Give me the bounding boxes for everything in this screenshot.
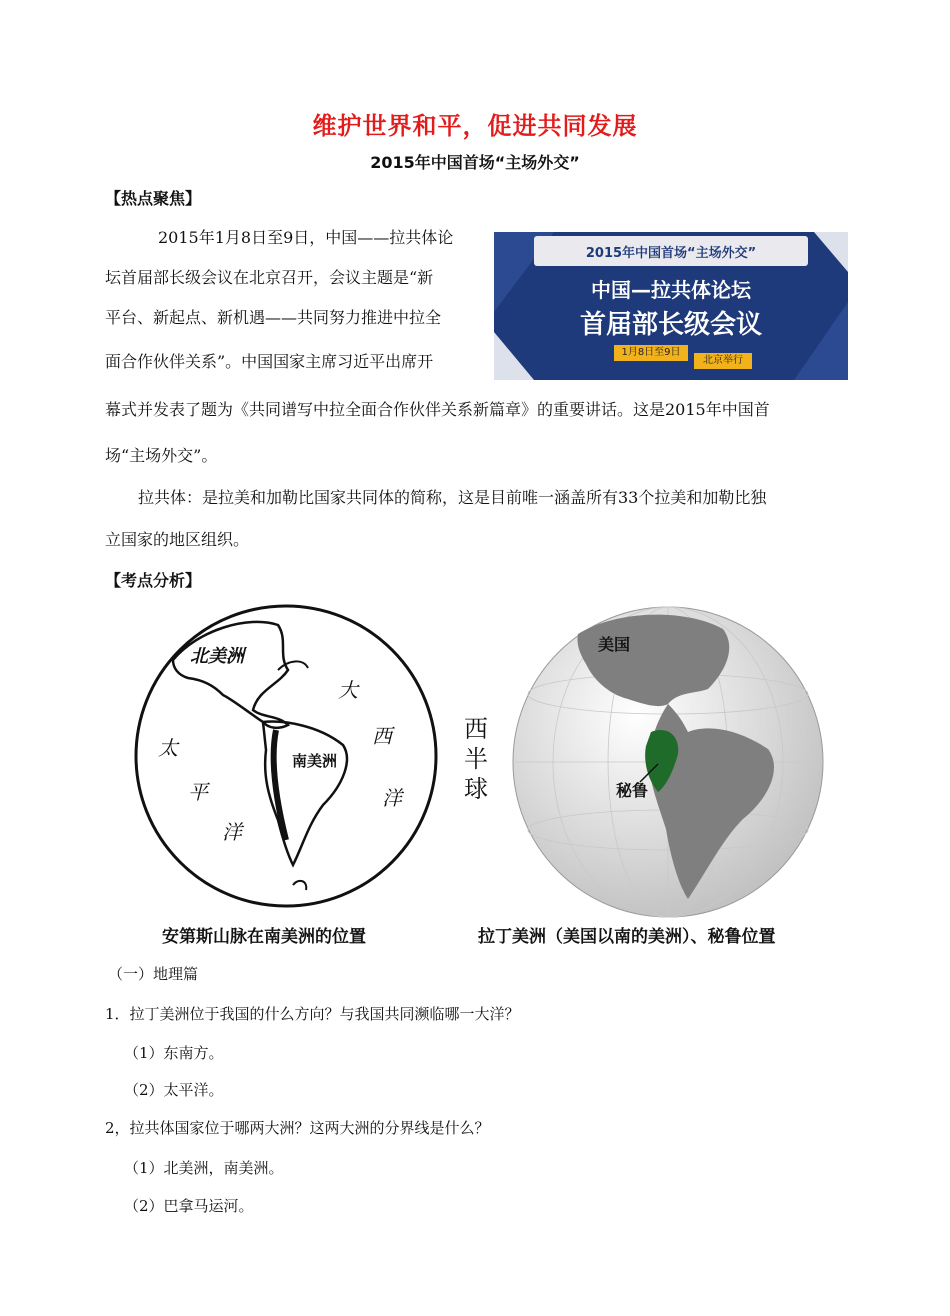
page-subtitle: 2015年中国首场“主场外交” [370,153,580,172]
banner-line1: 2015年中国首场“主场外交” [585,246,757,261]
banner-place: 北京举行 [694,353,752,369]
label-pacific-tai: 太 [158,736,178,760]
label-south-america: 南美洲 [292,752,338,770]
label-atlantic-xi: 西 [372,724,392,748]
label-peru: 秘鲁 [616,781,649,800]
answer-text: （1）北美洲，南美洲。 [124,1159,284,1177]
label-north-america: 北美洲 [190,646,244,667]
answer-text: （1）东南方。 [124,1044,224,1062]
caption-latin-america-map: 拉丁美洲（美国以南的美洲）、秘鲁位置 [478,927,776,947]
paragraph-line: 拉共体：是拉美和加勒比国家共同体的简称，这是目前唯一涵盖所有33个拉美和加勒比独 [138,488,767,507]
paragraph-line: 2015年1月8日至9日，中国——拉共体论 [158,228,454,247]
paragraph-line: 平台、新起点、新机遇——共同努力推进中拉全 [105,308,442,327]
caption-andes-map: 安第斯山脉在南美洲的位置 [162,927,366,947]
question-text: 2，拉共体国家位于哪两大洲？这两大洲的分界线是什么？ [105,1119,490,1137]
paragraph-line: 幕式并发表了题为《共同谱写中拉全面合作伙伴关系新篇章》的重要讲话。这是2015年中国首 [105,400,770,419]
paragraph-line: 坛首届部长级会议在北京召开，会议主题是“新 [105,268,434,287]
hemisphere-char: 球 [464,775,488,803]
latin-america-globe-map [508,604,828,922]
label-usa: 美国 [598,635,631,654]
section-analysis-heading: 【考点分析】 [105,571,202,590]
section-hot-focus-heading: 【热点聚焦】 [105,189,202,208]
label-pacific-yang: 洋 [222,820,242,844]
geography-section-heading: （一）地理篇 [108,965,199,983]
paragraph-line: 立国家的地区组织。 [105,530,250,549]
question-text: 1．拉丁美洲位于我国的什么方向？与我国共同濒临哪一大洋？ [105,1005,520,1023]
page-title: 维护世界和平，促进共同发展 [312,112,638,140]
label-pacific-ping: 平 [188,780,208,804]
banner-line2: 中国—拉共体论坛 [591,278,751,302]
banner-line3: 首届部长级会议 [579,310,762,340]
paragraph-line: 场“主场外交”。 [105,446,218,465]
banner-date: 1月8日至9日 [614,345,688,361]
answer-text: （2）巴拿马运河。 [124,1197,254,1215]
label-atlantic-da: 大 [338,678,358,702]
paragraph-line: 面合作伙伴关系”。中国国家主席习近平出席开 [105,352,434,371]
forum-banner-image [494,232,848,380]
label-atlantic-yang: 洋 [382,786,402,810]
hemisphere-char: 西 [464,715,488,743]
answer-text: （2）太平洋。 [124,1081,224,1099]
western-hemisphere-label [458,714,494,804]
andes-sketch-map [128,600,448,912]
hemisphere-char: 半 [464,745,488,773]
